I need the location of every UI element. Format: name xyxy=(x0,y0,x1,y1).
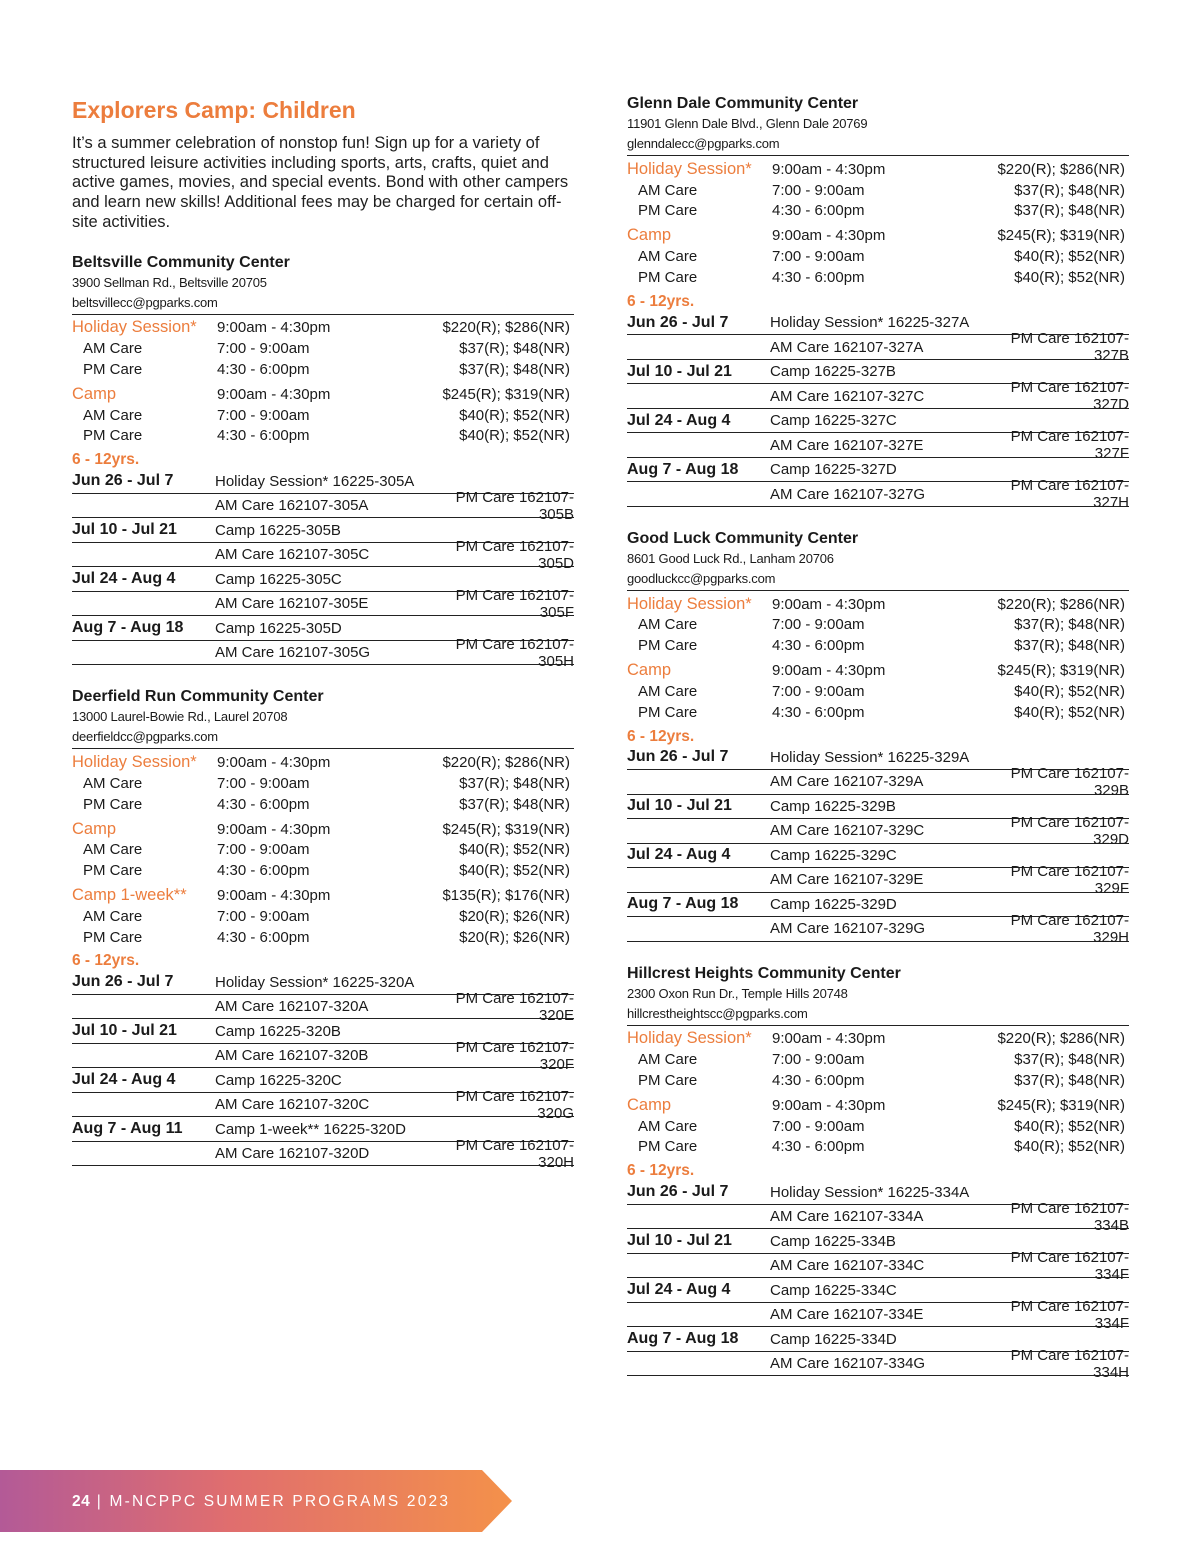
schedule-am-care: AM Care 162107-327G xyxy=(770,485,926,503)
schedule-pm-care: PM Care 162107-320F xyxy=(455,1038,574,1073)
fee-sub-label: PM Care xyxy=(638,703,698,721)
fee-sub-time: 7:00 - 9:00am xyxy=(217,774,310,792)
age-range: 6 - 12yrs. xyxy=(627,292,695,310)
fee-group xyxy=(627,1029,1129,1091)
schedule-dates: Jul 24 - Aug 4 xyxy=(72,1071,176,1089)
fee-sub-label: AM Care xyxy=(638,616,698,634)
fee-sub-time: 7:00 - 9:00am xyxy=(217,907,310,925)
schedule-session: Holiday Session* 16225-334A xyxy=(770,1183,970,1201)
fee-price: $220(R); $286(NR) xyxy=(442,754,570,772)
schedule-session: Holiday Session* 16225-327A xyxy=(770,314,970,332)
center-email: deerfieldcc@pgparks.com xyxy=(72,727,574,749)
fee-sub-price: $37(R); $48(NR) xyxy=(1014,616,1125,634)
fee-subrow xyxy=(72,426,574,447)
fee-sub-label: PM Care xyxy=(638,1138,698,1156)
center-name: Glenn Dale Community Center xyxy=(627,95,859,112)
center-block xyxy=(627,94,1129,512)
fee-group xyxy=(72,384,574,446)
fee-sub-price: $37(R); $48(NR) xyxy=(1014,202,1125,220)
right-column xyxy=(627,94,1129,1398)
schedule-care-row xyxy=(72,586,574,621)
schedule-session: Camp 16225-305D xyxy=(215,619,342,637)
fee-sub-time: 4:30 - 6:00pm xyxy=(217,862,310,880)
fee-sub-label: PM Care xyxy=(83,928,143,946)
fee-label: Camp xyxy=(72,384,117,403)
fee-label: Camp 1-week** xyxy=(72,885,187,904)
fee-subrow xyxy=(627,1049,1129,1070)
schedule-session: Holiday Session* 16225-305A xyxy=(215,472,415,490)
fee-sub-time: 7:00 - 9:00am xyxy=(772,181,865,199)
fee-row xyxy=(627,594,1129,615)
fee-subrow xyxy=(72,359,574,380)
fee-sub-time: 7:00 - 9:00am xyxy=(217,841,310,859)
fee-subrow xyxy=(627,1116,1129,1137)
fee-label: Holiday Session* xyxy=(627,594,752,613)
fee-sub-price: $40(R); $52(NR) xyxy=(1014,1138,1125,1156)
fee-sub-time: 7:00 - 9:00am xyxy=(217,406,310,424)
fee-subrow xyxy=(627,267,1129,288)
schedule-dates: Jul 10 - Jul 21 xyxy=(627,362,732,380)
schedule-session: Holiday Session* 16225-329A xyxy=(770,748,970,766)
schedule-session: Camp 16225-320B xyxy=(215,1022,341,1040)
schedule-dates: Jun 26 - Jul 7 xyxy=(627,748,729,766)
fee-sub-price: $37(R); $48(NR) xyxy=(459,361,570,378)
fee-sub-price: $40(R); $52(NR) xyxy=(1014,703,1125,721)
fee-sub-label: AM Care xyxy=(638,248,698,266)
schedule-pm-care: PM Care 162107-305D xyxy=(455,537,574,572)
fee-group xyxy=(72,318,574,380)
fee-sub-label: PM Care xyxy=(638,1072,698,1090)
schedule-care-row xyxy=(72,1087,574,1122)
fee-row xyxy=(627,660,1129,681)
schedule-am-care: AM Care 162107-320A xyxy=(215,998,369,1016)
fee-sub-label: PM Care xyxy=(638,202,698,220)
schedule-am-care: AM Care 162107-334A xyxy=(770,1208,924,1226)
fee-sub-label: PM Care xyxy=(638,268,698,286)
fee-label: Camp xyxy=(627,226,672,245)
fee-sub-label: AM Care xyxy=(638,181,698,199)
schedule-care-row xyxy=(627,1199,1129,1234)
center-address: 3900 Sellman Rd., Beltsville 20705 xyxy=(72,274,267,290)
schedule-dates: Jun 26 - Jul 7 xyxy=(72,472,174,490)
fee-price: $245(R); $319(NR) xyxy=(442,820,570,838)
fee-price: $245(R); $319(NR) xyxy=(997,662,1125,680)
schedule-am-care: AM Care 162107-305G xyxy=(215,644,371,662)
center-name: Deerfield Run Community Center xyxy=(72,688,324,706)
schedule-am-care: AM Care 162107-329G xyxy=(770,920,926,938)
center-address: 13000 Laurel-Bowie Rd., Laurel 20708 xyxy=(72,709,288,725)
fee-sub-time: 4:30 - 6:00pm xyxy=(772,268,865,286)
fee-sub-time: 7:00 - 9:00am xyxy=(772,1051,865,1069)
schedule-am-care: AM Care 162107-334G xyxy=(770,1355,926,1373)
schedule-dates: Jul 24 - Aug 4 xyxy=(627,411,731,429)
schedule-care-row xyxy=(72,989,574,1024)
fee-sub-label: PM Care xyxy=(83,795,143,813)
schedule-dates: Jun 26 - Jul 7 xyxy=(627,1183,729,1201)
fee-group xyxy=(627,159,1129,221)
fee-sub-label: AM Care xyxy=(83,340,143,358)
schedule-am-care: AM Care 162107-305A xyxy=(215,497,369,515)
fee-group xyxy=(627,594,1129,656)
schedule-care-row xyxy=(72,1038,574,1073)
schedule-dates: Aug 7 - Aug 18 xyxy=(627,895,739,913)
schedule-am-care: AM Care 162107-329E xyxy=(770,871,924,889)
fee-subrow xyxy=(72,839,574,860)
schedule-am-care: AM Care 162107-327C xyxy=(770,387,925,405)
fee-sub-label: AM Care xyxy=(83,907,143,925)
schedule-session: Camp 16225-320C xyxy=(215,1071,342,1089)
fee-row xyxy=(627,159,1129,180)
center-email: goodluckcc@pgparks.com xyxy=(627,569,1129,591)
schedule-dates: Jul 10 - Jul 21 xyxy=(627,1232,732,1250)
fee-subrow xyxy=(627,702,1129,723)
fee-price: $245(R); $319(NR) xyxy=(442,385,570,403)
fee-sub-time: 4:30 - 6:00pm xyxy=(772,202,865,220)
schedule-am-care: AM Care 162107-305E xyxy=(215,595,369,613)
fee-price: $220(R); $286(NR) xyxy=(442,319,570,337)
fee-sub-time: 7:00 - 9:00am xyxy=(217,340,310,358)
schedule-dates: Jun 26 - Jul 7 xyxy=(72,973,174,991)
fee-subrow xyxy=(627,180,1129,201)
schedule-session: Camp 16225-334B xyxy=(770,1232,896,1250)
fee-group xyxy=(627,660,1129,722)
schedule-am-care: AM Care 162107-329C xyxy=(770,822,925,840)
fee-sub-label: PM Care xyxy=(83,427,143,445)
center-address: 2300 Oxon Run Dr., Temple Hills 20748 xyxy=(627,985,848,1001)
fee-label: Camp xyxy=(627,1095,672,1114)
page-number: 24 xyxy=(72,1493,91,1510)
fee-time: 9:00am - 4:30pm xyxy=(772,1030,886,1048)
schedule-care-row xyxy=(627,764,1129,799)
center-email: beltsvillecc@pgparks.com xyxy=(72,293,574,315)
fee-price: $220(R); $286(NR) xyxy=(997,160,1125,178)
fee-label: Holiday Session* xyxy=(72,753,197,772)
fee-subrow xyxy=(627,615,1129,636)
schedule-am-care: AM Care 162107-327E xyxy=(770,436,924,454)
schedule-pm-care: PM Care 162107-329F xyxy=(1010,862,1129,897)
center-email: glenndalecc@pgparks.com xyxy=(627,134,1129,156)
fee-sub-price: $40(R); $52(NR) xyxy=(1014,1117,1125,1135)
schedule-pm-care: PM Care 162107-320E xyxy=(455,989,574,1024)
schedule-dates: Aug 7 - Aug 18 xyxy=(72,619,184,637)
fee-sub-time: 4:30 - 6:00pm xyxy=(772,1138,865,1156)
fee-sub-price: $37(R); $48(NR) xyxy=(1014,1072,1125,1090)
fee-time: 9:00am - 4:30pm xyxy=(772,227,886,245)
schedule-care-row xyxy=(72,635,574,670)
fee-sub-label: PM Care xyxy=(638,637,698,655)
schedule-pm-care: PM Care 162107-305B xyxy=(455,488,574,523)
fee-row xyxy=(72,318,574,339)
fee-row xyxy=(627,1029,1129,1050)
fee-label: Camp xyxy=(72,819,117,838)
fee-subrow xyxy=(627,635,1129,656)
fee-sub-label: PM Care xyxy=(83,361,143,378)
fee-sub-time: 7:00 - 9:00am xyxy=(772,616,865,634)
schedule-care-row xyxy=(627,379,1129,414)
fee-sub-time: 7:00 - 9:00am xyxy=(772,682,865,700)
fee-sub-price: $20(R); $26(NR) xyxy=(459,907,570,925)
footer xyxy=(72,1493,450,1511)
fee-sub-time: 4:30 - 6:00pm xyxy=(217,427,310,445)
fee-sub-time: 7:00 - 9:00am xyxy=(772,1117,865,1135)
center-block xyxy=(627,529,1129,946)
fee-row xyxy=(627,225,1129,246)
schedule-am-care: AM Care 162107-305C xyxy=(215,546,370,564)
fee-sub-label: AM Care xyxy=(638,1117,698,1135)
schedule-care-row xyxy=(627,428,1129,463)
fee-price: $220(R); $286(NR) xyxy=(997,595,1125,613)
fee-subrow xyxy=(627,201,1129,222)
fee-sub-time: 4:30 - 6:00pm xyxy=(217,361,310,378)
age-range: 6 - 12yrs. xyxy=(627,727,695,745)
fee-sub-price: $40(R); $52(NR) xyxy=(1014,248,1125,266)
schedule-session: Camp 16225-329B xyxy=(770,797,896,815)
schedule-dates: Jun 26 - Jul 7 xyxy=(627,313,729,331)
schedule-session: Camp 16225-334D xyxy=(770,1330,897,1348)
fee-subrow xyxy=(627,246,1129,267)
schedule-pm-care: PM Care 162107-329B xyxy=(1010,764,1129,799)
fee-time: 9:00am - 4:30pm xyxy=(217,319,331,337)
schedule-care-row xyxy=(627,813,1129,848)
center-address: 8601 Good Luck Rd., Lanham 20706 xyxy=(627,550,834,566)
fee-label: Holiday Session* xyxy=(627,1029,752,1048)
footer-label: M-NCPPC SUMMER PROGRAMS 2023 xyxy=(109,1493,451,1510)
schedule-pm-care: PM Care 162107-329H xyxy=(1010,911,1129,946)
schedule-pm-care: PM Care 162107-334B xyxy=(1010,1199,1129,1234)
fee-sub-price: $40(R); $52(NR) xyxy=(459,427,570,445)
schedule-session: Camp 16225-305C xyxy=(215,570,342,588)
age-range: 6 - 12yrs. xyxy=(72,952,140,970)
fee-sub-time: 4:30 - 6:00pm xyxy=(772,703,865,721)
fee-group xyxy=(72,819,574,881)
center-name: Good Luck Community Center xyxy=(627,529,859,547)
fee-row xyxy=(72,885,574,906)
schedule-session: Camp 16225-327B xyxy=(770,363,896,381)
schedule-session: Camp 16225-334C xyxy=(770,1281,897,1299)
fee-sub-label: AM Care xyxy=(638,682,698,700)
schedule-dates: Jul 24 - Aug 4 xyxy=(627,846,731,864)
fee-price: $245(R); $319(NR) xyxy=(997,227,1125,245)
intro-paragraph: It’s a summer celebration of nonstop fun! Sign up for a variety of structured leisure activities including sports, arts, crafts, quiet and active games, movies, and special events. Bond with other campers and learn new skills! Additional fees may be charged for certain off-site activities. xyxy=(72,134,569,231)
page-title: Explorers Camp: Children xyxy=(72,97,356,123)
schedule-care-row xyxy=(627,477,1129,512)
schedule-session: Camp 1-week** 16225-320D xyxy=(215,1120,406,1138)
fee-subrow xyxy=(72,773,574,794)
centers-right xyxy=(627,94,1129,1381)
fee-group xyxy=(72,752,574,814)
fee-time: 9:00am - 4:30pm xyxy=(217,820,331,838)
schedule-care-row xyxy=(72,1136,574,1171)
fee-row xyxy=(72,384,574,405)
fee-label: Camp xyxy=(627,661,672,680)
age-range: 6 - 12yrs. xyxy=(627,1162,695,1180)
fee-sub-label: AM Care xyxy=(638,1051,698,1069)
schedule-am-care: AM Care 162107-327A xyxy=(770,338,924,356)
schedule-dates: Jul 24 - Aug 4 xyxy=(72,570,176,588)
fee-group xyxy=(627,1095,1129,1157)
fee-subrow xyxy=(72,860,574,881)
schedule-dates: Aug 7 - Aug 18 xyxy=(627,460,739,478)
schedule-pm-care: PM Care 162107-320G xyxy=(455,1087,574,1122)
schedule-am-care: AM Care 162107-334C xyxy=(770,1257,925,1275)
center-block xyxy=(627,964,1129,1381)
schedule-dates: Jul 10 - Jul 21 xyxy=(72,521,177,539)
fee-subrow xyxy=(627,1070,1129,1091)
fee-sub-time: 4:30 - 6:00pm xyxy=(217,795,310,813)
schedule-pm-care: PM Care 162107-334H xyxy=(1010,1346,1129,1381)
fee-sub-price: $40(R); $52(NR) xyxy=(459,841,570,859)
schedule-pm-care: PM Care 162107-305H xyxy=(455,635,574,670)
schedule-pm-care: PM Care 162107-334F xyxy=(1010,1297,1129,1332)
schedule-care-row xyxy=(72,537,574,572)
schedule-dates: Jul 10 - Jul 21 xyxy=(627,797,732,815)
schedule-session: Holiday Session* 16225-320A xyxy=(215,973,415,991)
fee-sub-time: 4:30 - 6:00pm xyxy=(772,1072,865,1090)
fee-sub-price: $37(R); $48(NR) xyxy=(459,340,570,358)
fee-sub-price: $40(R); $52(NR) xyxy=(1014,682,1125,700)
schedule-am-care: AM Care 162107-320C xyxy=(215,1096,370,1114)
fee-row xyxy=(72,819,574,840)
fee-sub-price: $40(R); $52(NR) xyxy=(1014,268,1125,286)
fee-subrow xyxy=(72,906,574,927)
fee-sub-time: 4:30 - 6:00pm xyxy=(772,637,865,655)
fee-group xyxy=(627,225,1129,287)
schedule-care-row xyxy=(627,330,1129,365)
fee-sub-label: AM Care xyxy=(83,406,143,424)
schedule-pm-care: PM Care 162107-329D xyxy=(1010,813,1129,848)
fee-time: 9:00am - 4:30pm xyxy=(772,160,886,178)
schedule-care-row xyxy=(627,1297,1129,1332)
fee-sub-price: $37(R); $48(NR) xyxy=(1014,1051,1125,1069)
schedule-pm-care: PM Care 162107-305F xyxy=(455,586,574,621)
fee-sub-label: PM Care xyxy=(83,862,143,880)
fee-sub-time: 4:30 - 6:00pm xyxy=(217,928,310,946)
fee-subrow xyxy=(627,681,1129,702)
fee-time: 9:00am - 4:30pm xyxy=(772,1096,886,1114)
fee-label: Holiday Session* xyxy=(72,318,197,337)
schedule-session: Camp 16225-329D xyxy=(770,895,897,913)
schedule-dates: Aug 7 - Aug 18 xyxy=(627,1330,739,1348)
schedule-care-row xyxy=(627,911,1129,946)
schedule-care-row xyxy=(72,488,574,523)
fee-subrow xyxy=(627,1137,1129,1158)
schedule-pm-care: PM Care 162107-334F xyxy=(1010,1248,1129,1283)
schedule-am-care: AM Care 162107-334E xyxy=(770,1306,924,1324)
fee-price: $245(R); $319(NR) xyxy=(997,1096,1125,1114)
fee-label: Holiday Session* xyxy=(627,159,752,178)
fee-sub-price: $37(R); $48(NR) xyxy=(459,795,570,813)
fee-price: $220(R); $286(NR) xyxy=(997,1030,1125,1048)
schedule-pm-care: PM Care 162107-327H xyxy=(1010,477,1129,512)
schedule-care-row xyxy=(627,1248,1129,1283)
schedule-dates: Aug 7 - Aug 11 xyxy=(72,1120,183,1138)
schedule-session: Camp 16225-327D xyxy=(770,461,897,479)
fee-sub-price: $40(R); $52(NR) xyxy=(459,406,570,424)
schedule-am-care: AM Care 162107-329A xyxy=(770,773,924,791)
left-column xyxy=(72,92,574,1188)
fee-row xyxy=(72,752,574,773)
footer-separator: | xyxy=(96,1493,103,1510)
center-name: Hillcrest Heights Community Center xyxy=(627,964,901,982)
fee-price: $135(R); $176(NR) xyxy=(442,886,570,904)
fee-sub-label: AM Care xyxy=(83,774,143,792)
schedule-pm-care: PM Care 162107-327B xyxy=(1010,330,1129,365)
age-range: 6 - 12yrs. xyxy=(72,451,140,469)
fee-sub-time: 7:00 - 9:00am xyxy=(772,248,865,266)
fee-sub-price: $37(R); $48(NR) xyxy=(459,774,570,792)
fee-time: 9:00am - 4:30pm xyxy=(217,385,331,403)
fee-subrow xyxy=(72,927,574,948)
centers-left xyxy=(72,253,574,1171)
center-address: 11901 Glenn Dale Blvd., Glenn Dale 20769 xyxy=(627,116,868,131)
schedule-session: Camp 16225-329C xyxy=(770,846,897,864)
schedule-session: Camp 16225-305B xyxy=(215,521,341,539)
fee-sub-price: $20(R); $26(NR) xyxy=(459,928,570,946)
schedule-pm-care: PM Care 162107-327D xyxy=(1010,379,1129,414)
fee-sub-price: $37(R); $48(NR) xyxy=(1014,637,1125,655)
fee-time: 9:00am - 4:30pm xyxy=(772,662,886,680)
fee-time: 9:00am - 4:30pm xyxy=(217,886,331,904)
center-name: Beltsville Community Center xyxy=(72,253,290,271)
schedule-pm-care: PM Care 162107-320H xyxy=(455,1136,574,1171)
schedule-dates: Jul 24 - Aug 4 xyxy=(627,1281,731,1299)
fee-time: 9:00am - 4:30pm xyxy=(217,754,331,772)
schedule-am-care: AM Care 162107-320D xyxy=(215,1145,370,1163)
fee-sub-price: $40(R); $52(NR) xyxy=(459,862,570,880)
fee-subrow xyxy=(72,405,574,426)
fee-subrow xyxy=(72,338,574,359)
schedule-dates: Jul 10 - Jul 21 xyxy=(72,1022,177,1040)
fee-sub-label: AM Care xyxy=(83,841,143,859)
center-block xyxy=(72,253,574,670)
schedule-care-row xyxy=(627,1346,1129,1381)
schedule-pm-care: PM Care 162107-327F xyxy=(1010,428,1129,463)
fee-subrow xyxy=(72,794,574,815)
schedule-session: Camp 16225-327C xyxy=(770,412,897,430)
fee-row xyxy=(627,1095,1129,1116)
center-email: hillcrestheightscc@pgparks.com xyxy=(627,1004,1129,1026)
schedule-care-row xyxy=(627,862,1129,897)
center-block xyxy=(72,687,574,1171)
fee-time: 9:00am - 4:30pm xyxy=(772,595,886,613)
schedule-am-care: AM Care 162107-320B xyxy=(215,1047,369,1065)
fee-group xyxy=(72,885,574,947)
fee-sub-price: $37(R); $48(NR) xyxy=(1014,181,1125,199)
